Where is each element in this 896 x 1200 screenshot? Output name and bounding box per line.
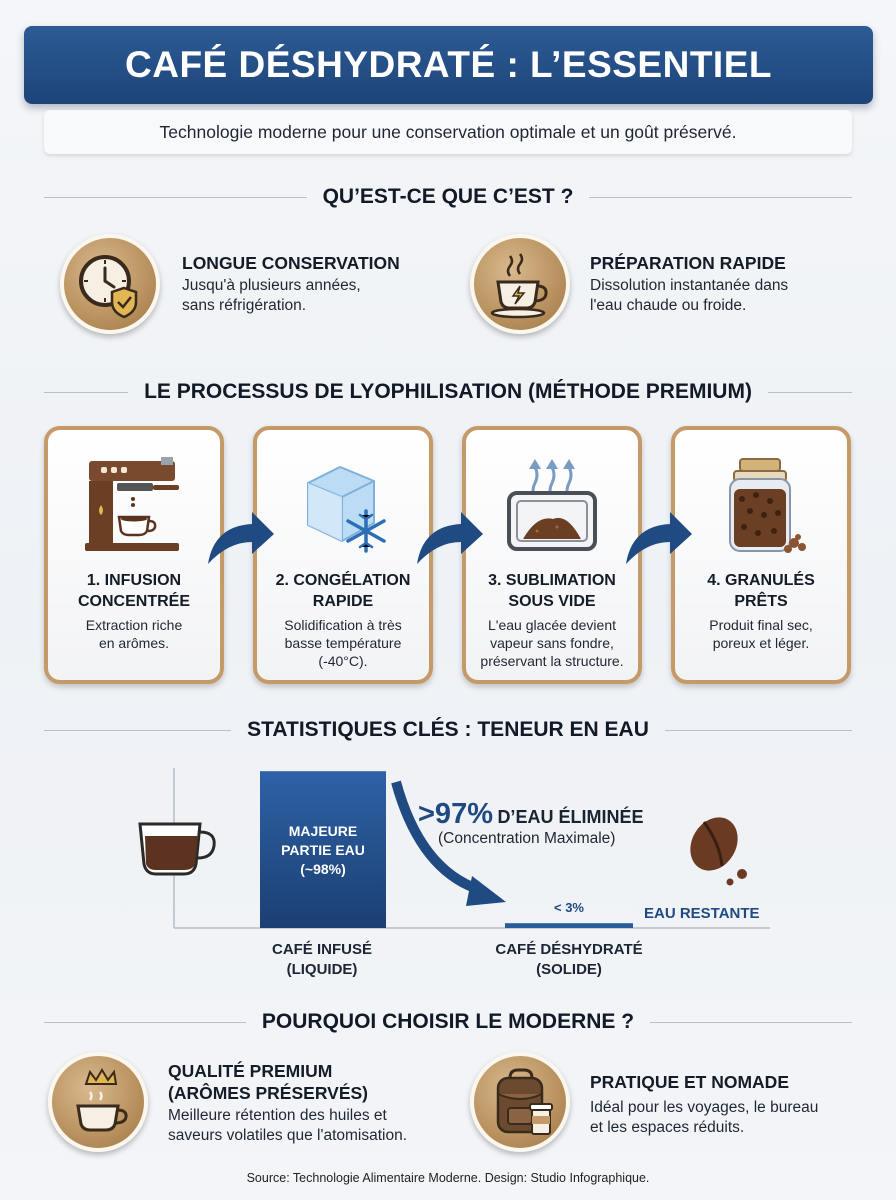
bar-label-line: (~98%) [300,861,346,877]
clock-shield-icon [60,234,160,334]
feature-desc: Dissolution instantanée dans [590,277,789,294]
arrow-right-icon [204,508,276,568]
step-title-line: CONCENTRÉE [77,593,190,610]
step-desc [679,616,843,652]
divider [44,197,307,198]
step-desc [261,616,425,670]
feature-desc: Jusqu'à plusieurs années, [182,277,361,294]
backpack-cup-icon [470,1052,570,1152]
subtitle: Technologie moderne pour une conservation optimale et un goût préservé. [159,121,737,142]
step-desc-line: L'eau glacée devient [488,617,616,633]
bar-label-line: PARTIE EAU [281,842,365,858]
step-desc-line: basse température [284,635,402,651]
step-title [679,570,843,612]
coffee-jar-icon [675,448,847,568]
divider [589,197,852,198]
water-removed-value: >97% [418,798,493,830]
caption-line: CAFÉ DÉSHYDRATÉ [495,941,643,958]
divider [665,730,852,731]
section-why-title: POURQUOI CHOISIR LE MODERNE ? [261,1010,635,1033]
caption-liquid [222,940,422,980]
step-desc-line: Extraction riche [85,617,183,633]
step-desc-line: Produit final sec, [709,617,813,633]
divider [44,392,128,393]
bar-label-line: MAJEURE [288,823,358,839]
step-card-freezing [253,426,433,684]
feature-desc: Meilleure rétention des huiles et [168,1107,387,1124]
caption-line: (LIQUIDE) [286,961,358,978]
step-desc-line: (-40°C). [318,653,368,669]
step-title [470,570,634,612]
footer-credit: Source: Technologie Alimentaire Moderne. Design: Studio Infographique. [246,1171,650,1185]
step-desc [52,616,216,652]
liquid-coffee-cup-icon [140,824,214,874]
hot-cup-icon [470,234,570,334]
step-desc-line: poreux et léger. [712,635,810,651]
section-stats-header [44,718,852,742]
arrow-right-icon [622,508,694,568]
divider [44,1022,246,1023]
dry-water-value: < 3% [554,900,584,915]
step-title-line: 3. SUBLIMATION [488,572,616,589]
caption-line: CAFÉ INFUSÉ [271,941,372,958]
step-title [52,570,216,612]
crown-cup-icon [48,1052,148,1152]
espresso-machine-icon [48,448,220,568]
step-card-infusion [44,426,224,684]
caption-line: (SOLIDE) [536,961,602,978]
section-process-title: LE PROCESSUS DE LYOPHILISATION (MÉTHODE PREMIUM) [144,380,752,403]
feature-title-line: (ARÔMES PRÉSERVÉS) [168,1083,368,1103]
section-process-header [44,380,852,404]
step-desc-line: Solidification à très [284,617,402,633]
bar-liquid-label [260,822,386,879]
coffee-bean-icon [681,809,747,886]
step-desc-line: vapeur sans fondre, [490,635,614,651]
step-desc-line: préservant la structure. [480,653,624,669]
title-banner [24,26,873,104]
section-what-title: QU’EST-CE QUE C’EST ? [322,185,574,208]
arrow-right-icon [413,508,485,568]
step-title-line: 4. GRANULÉS [707,572,815,589]
feature-desc: saveurs volatiles que l'atomisation. [168,1127,408,1144]
step-card-granules [671,426,851,684]
ice-cube-snowflake-icon [257,448,429,568]
feature-title-line: QUALITÉ PREMIUM [168,1061,333,1081]
section-stats-title: STATISTIQUES CLÉS : TENEUR EN EAU [247,718,649,741]
step-title-line: 1. INFUSION [86,572,182,589]
step-title-line: 2. CONGÉLATION [275,572,411,589]
bar-dry-water [505,923,633,928]
water-content-chart [0,760,896,990]
divider [650,1022,852,1023]
water-removed-label: D’EAU ÉLIMINÉE [497,807,644,827]
feature-title [168,1060,368,1104]
step-title-line: RAPIDE [312,593,374,610]
feature-desc: et les espaces réduits. [590,1119,745,1136]
divider [44,730,231,731]
section-why-header [44,1010,852,1034]
caption-dry [469,940,669,980]
step-title-line: SOUS VIDE [508,593,596,610]
feature-desc: Idéal pour les voyages, le bureau [590,1099,819,1116]
feature-desc: sans réfrigération. [182,297,307,314]
feature-title: LONGUE CONSERVATION [182,253,400,273]
step-card-sublimation [462,426,642,684]
step-title-line: PRÊTS [734,593,788,610]
step-desc-line: en arômes. [98,635,170,651]
feature-title: PRATIQUE ET NOMADE [590,1072,789,1092]
vacuum-chamber-icon [466,448,638,568]
step-title [261,570,425,612]
divider [768,392,852,393]
water-removed-stat [418,798,643,831]
section-what-header [44,185,852,209]
feature-title: PRÉPARATION RAPIDE [590,253,786,273]
subtitle-box [44,110,852,154]
page-title: CAFÉ DÉSHYDRATÉ : L’ESSENTIEL [125,44,772,85]
water-removed-sub: (Concentration Maximale) [438,830,616,847]
remaining-water-label: EAU RESTANTE [644,905,760,922]
step-desc [470,616,634,670]
feature-desc: l'eau chaude ou froide. [590,297,747,314]
